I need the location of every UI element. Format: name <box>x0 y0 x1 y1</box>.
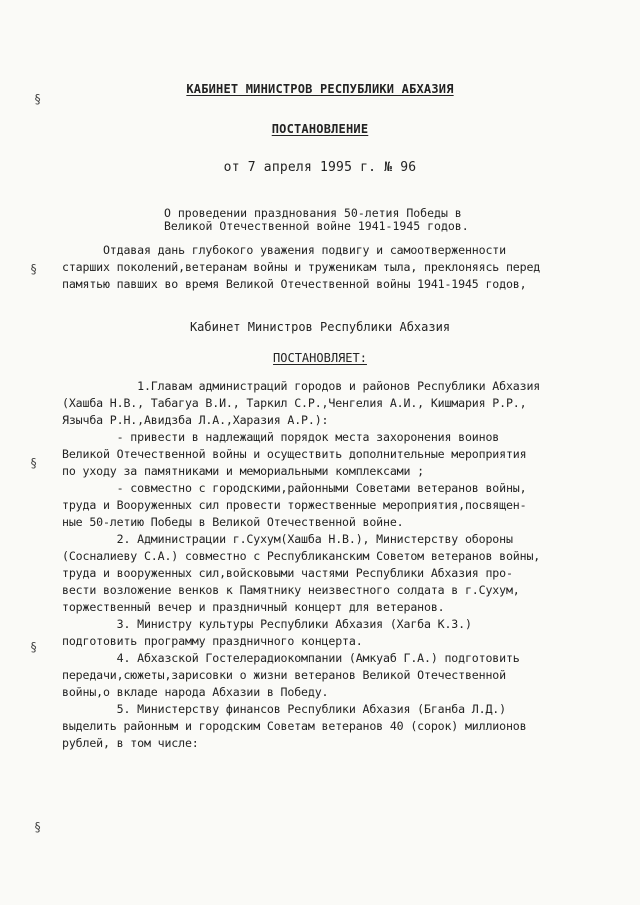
body-line: 1.Главам администраций городов и районов Республики Абхазия <box>62 379 541 393</box>
subject-block <box>164 207 584 233</box>
body-line: по уходу за памятниками и мемориальными комплексами ; <box>62 464 424 478</box>
body-line: труда и Вооруженных сил провести торжественные мероприятия,посвящен- <box>62 498 527 512</box>
body-line: (Сосналиеву С.А.) совместно с Республиканским Советом ветеранов войны, <box>62 549 541 563</box>
document-type-heading: ПОСТАНОВЛЕНИЕ <box>271 122 369 136</box>
body-line: Великой Отечественной войны и осуществить дополнительные мероприятия <box>62 447 527 461</box>
body-line: вести возложение венков к Памятнику неизвестного солдата в г.Сухум, <box>62 583 520 597</box>
organization-heading: КАБИНЕТ МИНИСТРОВ РЕСПУБЛИКИ АБХАЗИЯ <box>186 82 454 96</box>
body-line: 4. Абхазской Гостелерадиокомпании (Амкуаб Г.А.) подготовить <box>62 651 520 665</box>
body-line: Язычба Р.Н.,Авидзба Л.А.,Харазия А.Р.): <box>62 413 329 427</box>
body-line: ные 50-летию Победы в Великой Отечественной войне. <box>62 515 404 529</box>
body-line: 3. Министру культуры Республики Абхазия (Хагба К.З.) <box>62 617 472 631</box>
body-line: выделить районным и городским Советам ветеранов 40 (сорок) миллионов <box>62 719 527 733</box>
subject-line: Великой Отечественной войне 1941-1945 годов. <box>164 219 469 233</box>
body-line: - привести в надлежащий порядок места захоронения воинов <box>62 430 500 444</box>
margin-mark: § <box>34 92 42 106</box>
body-line: 2. Администрации г.Сухум(Хашба Н.В.), Министерству обороны <box>62 532 513 546</box>
preamble-line: Отдавая дань глубокого уважения подвигу и самоотверженности <box>62 243 506 257</box>
preamble <box>62 242 540 293</box>
preamble-line: старших поколений,ветеранам войны и труженикам тыла, преклоняясь перед <box>62 260 541 274</box>
preamble-line: памятью павших во время Великой Отечественной войны 1941-1945 годов, <box>62 277 527 291</box>
date-number-line: от 7 апреля 1995 г. № 96 <box>223 160 417 175</box>
decree-body <box>62 378 540 752</box>
body-line: рублей, в том числе: <box>62 736 199 750</box>
margin-mark: § <box>30 640 38 654</box>
body-line: - совместно с городскими,районными Советами ветеранов войны, <box>62 481 527 495</box>
body-line: передачи,сюжеты,зарисовки о жизни ветеранов Великой Отечественной <box>62 668 506 682</box>
subject-line: О проведении празднования 50-летия Победы в <box>164 206 462 220</box>
margin-mark: § <box>30 456 38 470</box>
cabinet-line: Кабинет Министров Республики Абхазия <box>189 320 451 334</box>
body-line: торжественный вечер и праздничный концерт для ветеранов. <box>62 600 445 614</box>
body-line: 5. Министерству финансов Республики Абхазия (Бганба Л.Д.) <box>62 702 506 716</box>
body-line: войны,о вкладе народа Абхазии в Победу. <box>62 685 329 699</box>
body-line: (Хашба Н.В., Табагуа В.И., Таркил С.Р.,Ченгелия А.И., Кишмария Р.Р., <box>62 396 527 410</box>
margin-mark: § <box>34 820 42 834</box>
margin-mark: § <box>30 262 38 276</box>
resolves-heading: ПОСТАНОВЛЯЕТ: <box>273 351 367 365</box>
body-line: труда и вооруженных сил,войсковыми частями Республики Абхазия про- <box>62 566 513 580</box>
body-line: подготовить программу праздничного концерта. <box>62 634 363 648</box>
